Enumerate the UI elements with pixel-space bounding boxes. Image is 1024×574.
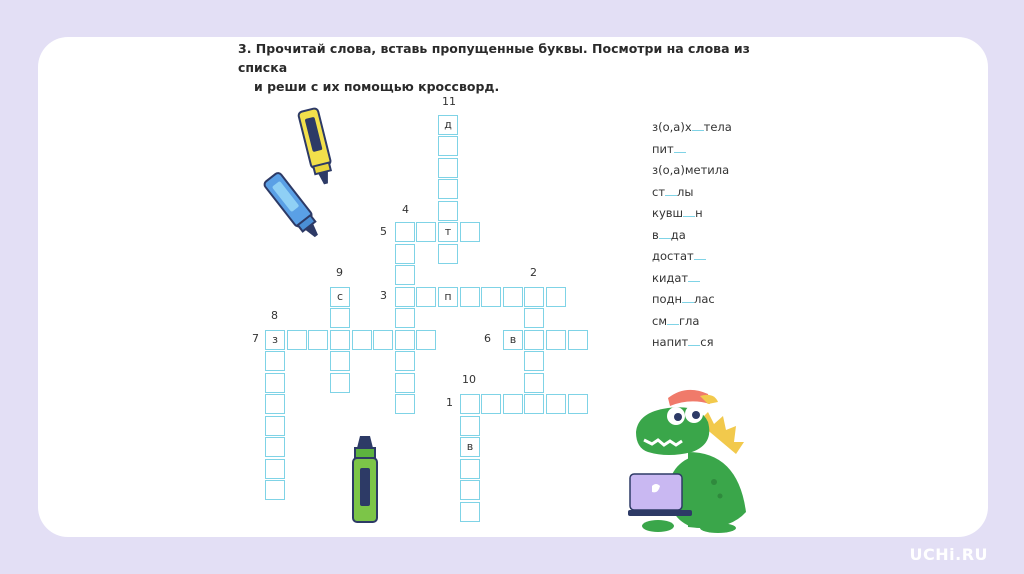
clue-number: 7 <box>252 332 259 345</box>
crossword-cell[interactable] <box>524 308 544 328</box>
word-list-item <box>652 289 732 311</box>
word-list-item <box>652 268 732 290</box>
crossword-cell[interactable] <box>568 394 588 414</box>
missing-letter-blank <box>688 336 700 346</box>
crossword-cell[interactable] <box>481 394 501 414</box>
word-list-item <box>652 203 732 225</box>
missing-letter-blank <box>665 186 677 196</box>
word-list-item <box>652 160 732 182</box>
clue-number: 3 <box>380 289 387 302</box>
word-list-item <box>652 117 732 139</box>
crossword-cell[interactable] <box>524 330 544 350</box>
word-part: пит <box>652 141 674 156</box>
crossword-cell[interactable] <box>438 201 458 221</box>
word-list-item <box>652 246 732 268</box>
crossword-cell[interactable] <box>265 437 285 457</box>
crossword-cell[interactable]: в <box>503 330 523 350</box>
word-list-item <box>652 311 732 333</box>
word-part: кувш <box>652 206 684 220</box>
crossword-cell[interactable] <box>460 459 480 479</box>
word-part: см <box>652 313 667 328</box>
missing-letter-blank <box>694 250 706 260</box>
brand-logo: UCHi.RU <box>909 545 988 564</box>
crossword-cell[interactable] <box>524 394 544 414</box>
crossword-cell[interactable] <box>416 222 436 242</box>
word-part: достат <box>652 249 694 263</box>
clue-number: 2 <box>530 266 537 279</box>
word-part: ст <box>652 184 666 199</box>
word-part: гла <box>679 313 700 328</box>
crossword-cell[interactable] <box>438 244 458 264</box>
crossword-cell[interactable]: с <box>330 287 350 307</box>
word-part: н <box>695 206 703 220</box>
crossword-cell[interactable] <box>460 287 480 307</box>
word-part: да <box>670 227 686 242</box>
crossword-cell[interactable] <box>330 330 350 350</box>
crossword-cell[interactable] <box>395 287 415 307</box>
crossword-cell[interactable] <box>460 222 480 242</box>
word-part: лы <box>677 184 694 199</box>
crossword-cell[interactable]: в <box>460 437 480 457</box>
crossword-cell[interactable] <box>265 480 285 500</box>
crossword-cell[interactable] <box>568 330 588 350</box>
clue-number: 5 <box>380 225 387 238</box>
clue-number: 1 <box>446 396 453 409</box>
crossword-cell[interactable] <box>503 394 523 414</box>
crossword-cell[interactable]: з <box>265 330 285 350</box>
missing-letter-blank <box>683 207 695 217</box>
clue-number: 11 <box>442 95 456 108</box>
crossword-cell[interactable] <box>395 308 415 328</box>
missing-letter-blank <box>682 293 694 303</box>
crossword-cell[interactable] <box>416 287 436 307</box>
word-part: ся <box>700 335 714 349</box>
clue-number: 6 <box>484 332 491 345</box>
crossword-cell[interactable] <box>308 330 328 350</box>
clue-number: 10 <box>462 373 476 386</box>
word-list-item <box>652 225 732 247</box>
crossword-cell[interactable] <box>395 351 415 371</box>
crossword-cell[interactable] <box>481 287 501 307</box>
crossword-cell[interactable] <box>395 330 415 350</box>
task-title-line2: и реши с их помощью кроссворд. <box>254 79 500 94</box>
crossword-cell[interactable] <box>395 394 415 414</box>
word-part: тела <box>703 120 732 134</box>
blue-marker-icon <box>258 166 328 246</box>
green-marker-icon <box>345 432 385 528</box>
crossword-cell[interactable] <box>438 158 458 178</box>
crossword-cell[interactable] <box>460 502 480 522</box>
missing-letter-blank <box>674 143 686 153</box>
crossword-cell[interactable] <box>395 244 415 264</box>
word-part: кидат <box>652 270 689 285</box>
crossword-cell[interactable] <box>438 136 458 156</box>
crossword-cell[interactable] <box>524 351 544 371</box>
crossword-cell[interactable] <box>416 330 436 350</box>
crossword-cell[interactable] <box>524 373 544 393</box>
crossword-cell[interactable] <box>395 373 415 393</box>
crossword-cell[interactable] <box>503 287 523 307</box>
crossword-cell[interactable] <box>330 308 350 328</box>
missing-letter-blank <box>692 121 704 131</box>
word-part: з(о,а)метила <box>652 163 730 177</box>
missing-letter-blank <box>659 229 671 239</box>
word-part: подн <box>652 292 683 306</box>
crossword-cell[interactable] <box>460 394 480 414</box>
missing-letter-blank <box>688 272 700 282</box>
crossword-cell[interactable] <box>546 394 566 414</box>
word-list-item <box>652 332 732 354</box>
clue-number: 4 <box>402 203 409 216</box>
crossword-cell[interactable] <box>395 265 415 285</box>
crossword-cell[interactable] <box>352 330 372 350</box>
word-part: напит <box>652 335 689 349</box>
crossword-cell[interactable] <box>373 330 393 350</box>
word-part: з(о,а)х <box>652 120 692 134</box>
crossword-cell[interactable] <box>330 351 350 371</box>
crossword-cell[interactable] <box>265 416 285 436</box>
crossword-cell[interactable] <box>438 179 458 199</box>
dinosaur-laptop-icon <box>628 382 758 534</box>
word-list-item <box>652 139 732 161</box>
crossword-cell[interactable]: т <box>438 222 458 242</box>
crossword-cell[interactable] <box>265 394 285 414</box>
crossword-cell[interactable] <box>265 459 285 479</box>
crossword-cell[interactable]: д <box>438 115 458 135</box>
word-list-item <box>652 182 732 204</box>
task-title-line1: 3. Прочитай слова, вставь пропущенные буквы. Посмотри на слова из списка <box>238 41 750 75</box>
crossword-cell[interactable] <box>330 373 350 393</box>
crossword-cell[interactable] <box>265 351 285 371</box>
crossword-cell[interactable] <box>460 416 480 436</box>
crossword-cell[interactable] <box>546 330 566 350</box>
word-part: в <box>652 227 659 242</box>
clue-number: 9 <box>336 266 343 279</box>
crossword-cell[interactable] <box>524 287 544 307</box>
crossword-cell[interactable] <box>395 222 415 242</box>
crossword-cell[interactable] <box>287 330 307 350</box>
crossword-cell[interactable] <box>265 373 285 393</box>
clue-number: 8 <box>271 309 278 322</box>
crossword-cell[interactable] <box>546 287 566 307</box>
word-part: лас <box>694 292 715 306</box>
crossword-cell[interactable] <box>460 480 480 500</box>
word-list <box>652 117 732 354</box>
missing-letter-blank <box>667 315 679 325</box>
crossword-cell[interactable]: п <box>438 287 458 307</box>
